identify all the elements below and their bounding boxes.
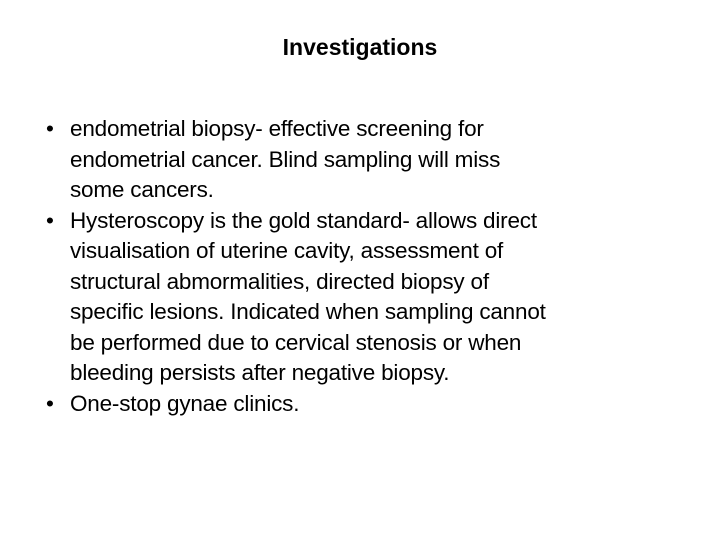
bullet-item: [46, 389, 686, 420]
bullet-dot-icon: •: [46, 390, 54, 416]
bullet-text-line: be performed due to cervical stenosis or when: [70, 329, 522, 355]
slide-title: Investigations: [282, 34, 438, 60]
bullet-text-line: endometrial biopsy- effective screening for: [70, 116, 484, 141]
bullet-text-line: visualisation of uterine cavity, assessment of: [70, 238, 504, 263]
bullet-text-line: Hysteroscopy is the gold standard- allows direct: [70, 207, 537, 233]
bullet-dot-icon: •: [46, 116, 54, 141]
bullet-text-line: some cancers.: [70, 177, 214, 202]
bullet-text-line: structural abmormalities, directed biopsy of: [70, 268, 489, 294]
bullet-text-line: bleeding persists after negative biopsy.: [70, 360, 450, 385]
bullet-dot-icon: •: [46, 207, 54, 233]
bullet-list: [46, 114, 686, 419]
bullet-item: [46, 206, 686, 389]
bullet-item: [46, 114, 686, 206]
bullet-text-line: One-stop gynae clinics.: [70, 390, 300, 416]
bullet-text-line: specific lesions. Indicated when sampling cannot: [70, 299, 546, 324]
bullet-text-line: endometrial cancer. Blind sampling will miss: [70, 146, 501, 172]
